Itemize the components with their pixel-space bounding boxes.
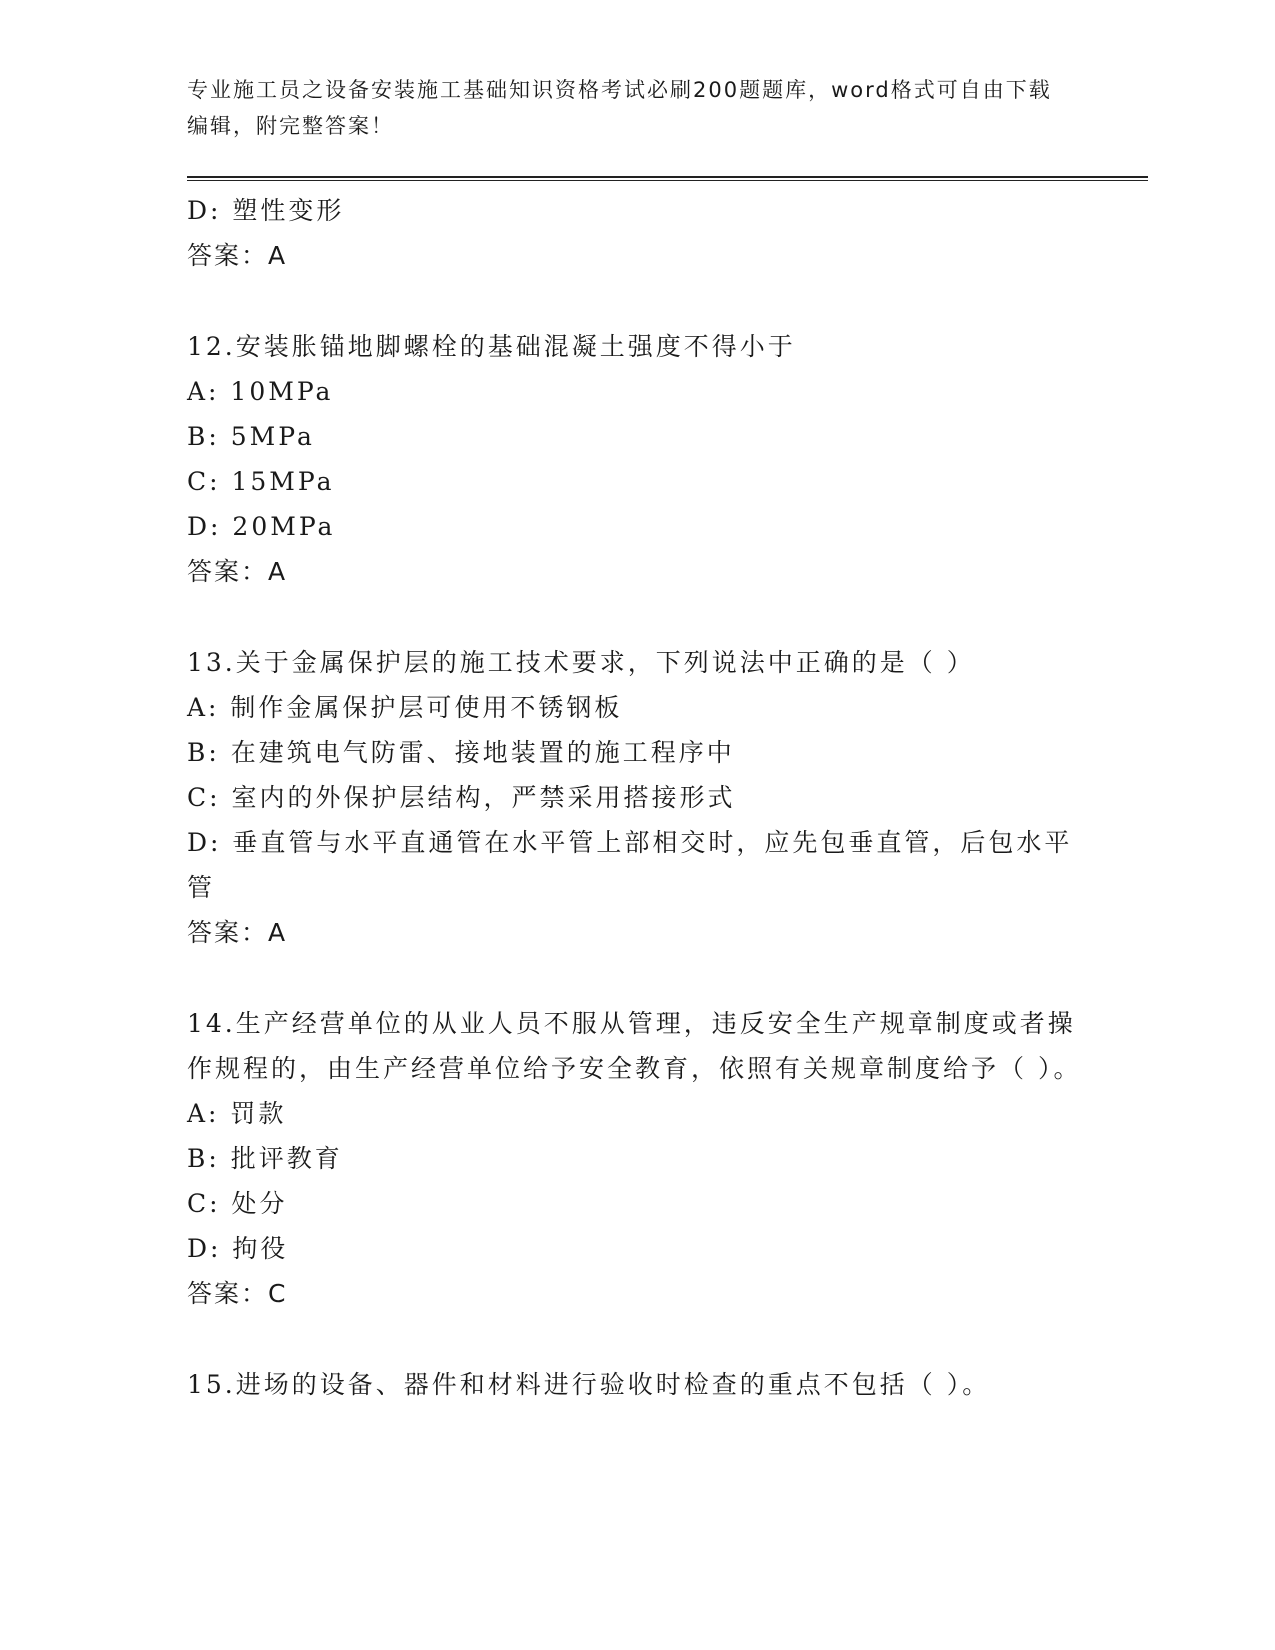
option-d: D: 塑性变形	[187, 196, 345, 225]
spacer	[187, 1316, 1087, 1362]
question-stem: 13.关于金属保护层的施工技术要求，下列说法中正确的是（ ）	[187, 648, 975, 677]
option-a: A: 10MPa	[187, 377, 334, 406]
header-divider	[187, 176, 1148, 181]
option-c: C: 室内的外保护层结构，严禁采用搭接形式	[187, 783, 736, 812]
question-11-tail	[187, 188, 1087, 278]
answer-label: 答案：A	[187, 241, 288, 270]
option-d: D: 20MPa	[187, 512, 336, 541]
question-12	[187, 324, 1087, 594]
option-a: A: 制作金属保护层可使用不锈钢板	[187, 693, 623, 722]
option-b: B: 在建筑电气防雷、接地装置的施工程序中	[187, 738, 735, 767]
question-list	[187, 188, 1087, 1407]
question-stem: 12.安装胀锚地脚螺栓的基础混凝土强度不得小于	[187, 332, 796, 361]
question-stem: 14.生产经营单位的从业人员不服从管理，违反安全生产规章制度或者操作规程的，由生产经营单位给予安全教育，依照有关规章制度给予（ ）。	[187, 1009, 1082, 1083]
option-c: C: 15MPa	[187, 467, 335, 496]
option-c: C: 处分	[187, 1189, 288, 1218]
answer-label: 答案：A	[187, 918, 288, 947]
option-b: B: 批评教育	[187, 1144, 343, 1173]
question-stem: 15.进场的设备、器件和材料进行验收时检查的重点不包括（ ）。	[187, 1370, 991, 1399]
document-title: 专业施工员之设备安装施工基础知识资格考试必刷200题题库，word格式可自由下载编辑，附完整答案！	[187, 78, 1052, 138]
option-b: B: 5MPa	[187, 422, 315, 451]
page-header	[187, 72, 1067, 144]
answer-label: 答案：A	[187, 557, 288, 586]
question-13	[187, 640, 1087, 955]
answer-label: 答案：C	[187, 1279, 288, 1308]
question-15	[187, 1362, 1087, 1407]
spacer	[187, 955, 1087, 1001]
option-d: D: 拘役	[187, 1234, 289, 1263]
spacer	[187, 278, 1087, 324]
option-d: D: 垂直管与水平直通管在水平管上部相交时，应先包垂直管，后包水平管	[187, 828, 1073, 902]
option-a: A: 罚款	[187, 1099, 287, 1128]
spacer	[187, 594, 1087, 640]
question-14	[187, 1001, 1087, 1316]
